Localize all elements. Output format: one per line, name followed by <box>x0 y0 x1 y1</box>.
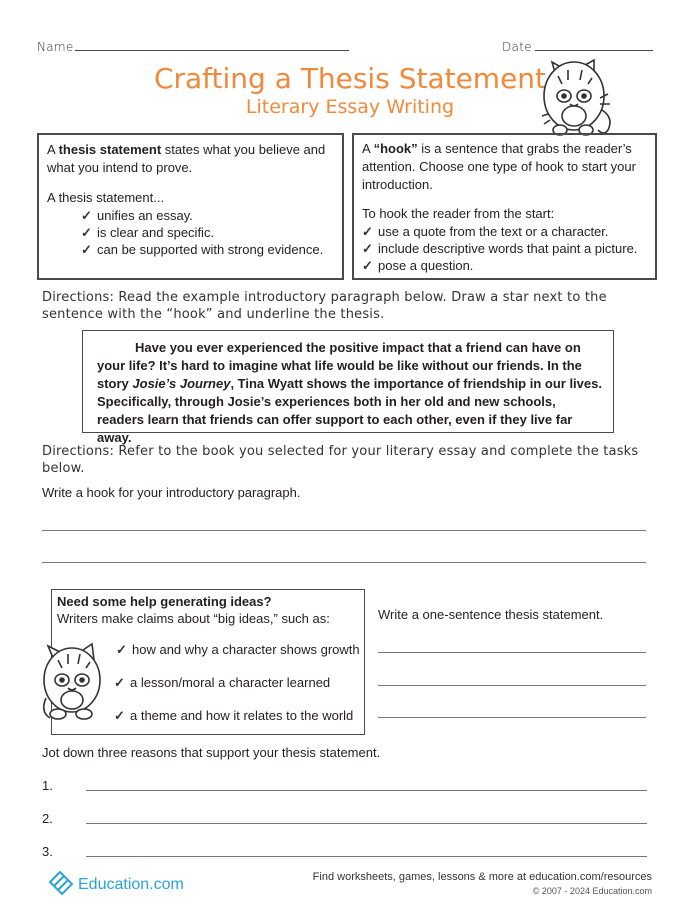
thesis-answer-line[interactable] <box>378 717 646 718</box>
hook-answer-line[interactable] <box>42 562 646 563</box>
page-title: Crafting a Thesis Statement <box>153 62 547 95</box>
help-item: ✓ a lesson/moral a character learned <box>114 675 331 690</box>
reason-answer-line[interactable] <box>86 823 647 824</box>
hook-item: ✓ use a quote from the text or a character. <box>362 224 609 239</box>
reason-answer-line[interactable] <box>86 856 647 857</box>
help-item: ✓ a theme and how it relates to the world <box>114 708 354 723</box>
checkmark-icon: ✓ <box>362 258 373 273</box>
thesis-definition: A thesis statement states what you believe and what you intend to prove. <box>47 142 326 175</box>
thesis-item: ✓ can be supported with strong evidence. <box>81 242 324 257</box>
checkmark-icon: ✓ <box>81 242 92 257</box>
hook-definition-box <box>352 133 657 280</box>
reason-number: 3. <box>42 844 53 859</box>
help-intro: Writers make claims about “big ideas,” such as: <box>57 611 330 626</box>
checkmark-icon: ✓ <box>114 675 125 690</box>
cat-mascot-icon <box>538 58 618 140</box>
checkmark-icon: ✓ <box>81 208 92 223</box>
education-logo-icon <box>46 868 76 896</box>
reason-answer-line[interactable] <box>86 790 647 791</box>
checkmark-icon: ✓ <box>114 708 125 723</box>
checkmark-icon: ✓ <box>362 224 373 239</box>
reason-number: 1. <box>42 778 53 793</box>
hook-definition: A “hook” is a sentence that grabs the reader’s attention. Choose one type of hook to start your introduction. <box>362 141 636 192</box>
footer-find-text[interactable]: Find worksheets, games, lessons & more at education.com/resources <box>312 871 652 883</box>
checkmark-icon: ✓ <box>362 241 373 256</box>
example-paragraph[interactable]: Have you ever experienced the positive impact that a friend can have on your life? It’s hard to imagine what life would be like without our friends. In the story Josie’s Journey, Tina Wyatt shows the importance of friendship in our lives. Specifically, through Josie’s experiences both in her old and new schools, readers learn that friends can offer support to each other, even if they live far away. <box>97 340 602 445</box>
date-label: Date <box>502 40 532 54</box>
checkmark-icon: ✓ <box>116 642 127 657</box>
directions-read: Directions: Read the example introductory paragraph below. Draw a star next to the sentence with the “hook” and underline the thesis. <box>42 290 607 322</box>
help-item: ✓ how and why a character shows growth <box>116 642 360 657</box>
thesis-answer-line[interactable] <box>378 652 646 653</box>
hook-item: ✓ pose a question. <box>362 258 474 273</box>
reasons-prompt: Jot down three reasons that support your thesis statement. <box>42 745 381 760</box>
page-subtitle: Literary Essay Writing <box>245 96 455 118</box>
thesis-item: ✓ unifies an essay. <box>81 208 193 223</box>
education-logo-text[interactable]: Education.com <box>78 876 184 893</box>
checkmark-icon: ✓ <box>81 225 92 240</box>
hook-answer-line[interactable] <box>42 530 646 531</box>
hook-prompt: Write a hook for your introductory paragraph. <box>42 485 301 500</box>
help-heading: Need some help generating ideas? <box>57 594 272 609</box>
thesis-definition-box <box>37 133 344 280</box>
hook-item: ✓ include descriptive words that paint a picture. <box>362 241 638 256</box>
example-paragraph-box <box>82 330 614 445</box>
thesis-answer-line[interactable] <box>378 685 646 686</box>
name-line[interactable] <box>75 50 349 51</box>
hook-intro: To hook the reader from the start: <box>362 206 555 221</box>
directions-refer: Directions: Refer to the book you selected for your literary essay and complete the tasks below. <box>42 444 639 476</box>
name-label: Name <box>37 40 74 54</box>
thesis-intro: A thesis statement... <box>47 190 165 205</box>
date-line[interactable] <box>535 50 653 51</box>
footer-copyright: © 2007 - 2024 Education.com <box>532 886 652 896</box>
cat-mascot-icon <box>40 640 116 726</box>
thesis-item: ✓ is clear and specific. <box>81 225 215 240</box>
thesis-prompt: Write a one-sentence thesis statement. <box>378 607 604 622</box>
reason-number: 2. <box>42 811 53 826</box>
